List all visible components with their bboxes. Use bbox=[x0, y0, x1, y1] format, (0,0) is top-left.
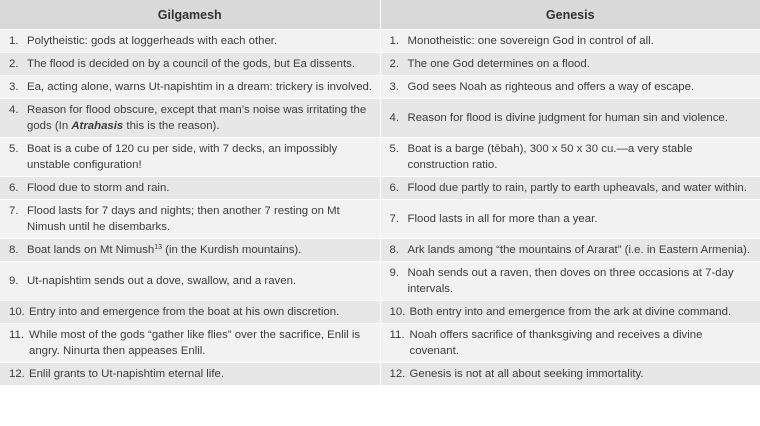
item-text: Both entry into and emergence from the ark at divine command. bbox=[409, 306, 732, 318]
table-row bbox=[0, 239, 760, 262]
book-title-emphasis: Atrahasis bbox=[71, 120, 124, 132]
item-number: 10. bbox=[389, 306, 406, 318]
gilgamesh-cell bbox=[0, 200, 380, 239]
genesis-cell bbox=[380, 262, 760, 301]
item-text: Ut-napishtim sends out a dove, swallow, and a raven. bbox=[27, 275, 297, 287]
item-text: Flood due to storm and rain. bbox=[27, 182, 170, 194]
table-row bbox=[0, 99, 760, 138]
genesis-cell bbox=[380, 30, 760, 53]
genesis-cell bbox=[380, 99, 760, 138]
item-number: 5. bbox=[9, 143, 19, 155]
item-text-end: (in the Kurdish mountains). bbox=[162, 244, 302, 256]
item-number: 11. bbox=[389, 329, 405, 341]
item-text: Entry into and emergence from the boat at his own discretion. bbox=[29, 306, 340, 318]
item-text: Flood lasts for 7 days and nights; then another 7 resting on Mt Nimush until he disembarks. bbox=[27, 205, 340, 233]
item-text: The flood is decided on by a council of the gods, but Ea dissents. bbox=[27, 58, 356, 70]
table-row bbox=[0, 177, 760, 200]
genesis-cell bbox=[380, 138, 760, 177]
genesis-cell bbox=[380, 76, 760, 99]
item-number: 8. bbox=[389, 244, 399, 256]
table-row bbox=[0, 30, 760, 53]
genesis-cell bbox=[380, 324, 760, 363]
item-number: 10. bbox=[9, 306, 25, 318]
item-number: 5. bbox=[389, 143, 399, 155]
gilgamesh-cell bbox=[0, 239, 380, 262]
item-text: While most of the gods “gather like flies” over the sacrifice, Enlil is angry. Ninurta then appeases Enlil. bbox=[29, 329, 361, 357]
item-text: Noah sends out a raven, then doves on three occasions at 7-day intervals. bbox=[407, 267, 734, 295]
item-number: 1. bbox=[389, 35, 399, 47]
table-row bbox=[0, 76, 760, 99]
genesis-cell bbox=[380, 363, 760, 386]
genesis-cell bbox=[380, 301, 760, 324]
gilgamesh-cell bbox=[0, 99, 380, 138]
item-text: Boat is a cube of 120 cu per side, with 7 decks, an impossibly unstable configuration! bbox=[27, 143, 338, 171]
item-number: 1. bbox=[9, 35, 19, 47]
item-text: Enlil grants to Ut-napishtim eternal life. bbox=[29, 368, 224, 380]
genesis-cell bbox=[380, 239, 760, 262]
table-row bbox=[0, 324, 760, 363]
item-text-end: this is the reason). bbox=[123, 120, 220, 132]
item-number: 3. bbox=[9, 81, 19, 93]
item-number: 9. bbox=[9, 275, 19, 287]
item-text: Reason for flood is divine judgment for human sin and violence. bbox=[407, 112, 728, 124]
item-number: 4. bbox=[9, 104, 19, 116]
item-text-start: Boat lands on Mt Nimush bbox=[27, 244, 155, 256]
gilgamesh-cell bbox=[0, 76, 380, 99]
table-row bbox=[0, 301, 760, 324]
gilgamesh-cell bbox=[0, 262, 380, 301]
item-number: 6. bbox=[9, 182, 19, 194]
item-number: 11. bbox=[9, 329, 24, 341]
gilgamesh-cell bbox=[0, 324, 380, 363]
item-text: God sees Noah as righteous and offers a way of escape. bbox=[407, 81, 695, 93]
item-number: 4. bbox=[389, 112, 399, 124]
table-body bbox=[0, 30, 760, 386]
header-row bbox=[0, 0, 760, 30]
item-number: 12. bbox=[9, 368, 25, 380]
item-text: Ea, acting alone, warns Ut-napishtim in a dream: trickery is involved. bbox=[27, 81, 373, 93]
item-text: Monotheistic: one sovereign God in control of all. bbox=[407, 35, 654, 47]
table-row bbox=[0, 262, 760, 301]
gilgamesh-cell bbox=[0, 30, 380, 53]
genesis-cell bbox=[380, 200, 760, 239]
item-number: 8. bbox=[9, 244, 19, 256]
gilgamesh-cell bbox=[0, 301, 380, 324]
footnote-marker: 13 bbox=[154, 244, 163, 251]
column-header-gilgamesh: Gilgamesh bbox=[0, 0, 380, 30]
item-number: 7. bbox=[9, 205, 19, 217]
item-text: Ark lands among “the mountains of Ararat” (i.e. in Eastern Armenia). bbox=[407, 244, 751, 256]
item-text: Genesis is not at all about seeking immortality. bbox=[409, 368, 644, 380]
genesis-cell bbox=[380, 177, 760, 200]
gilgamesh-cell bbox=[0, 177, 380, 200]
gilgamesh-cell bbox=[0, 53, 380, 76]
item-text: Flood lasts in all for more than a year. bbox=[407, 213, 598, 225]
table-row bbox=[0, 138, 760, 177]
item-text bbox=[27, 242, 374, 258]
column-header-genesis: Genesis bbox=[380, 0, 760, 30]
table-header bbox=[0, 0, 760, 30]
item-text bbox=[27, 102, 374, 134]
table-row bbox=[0, 53, 760, 76]
gilgamesh-cell bbox=[0, 138, 380, 177]
genesis-cell bbox=[380, 53, 760, 76]
item-number: 2. bbox=[9, 58, 19, 70]
item-text: Flood due partly to rain, partly to earth upheavals, and water within. bbox=[407, 182, 747, 194]
item-text: The one God determines on a flood. bbox=[407, 58, 590, 70]
item-number: 2. bbox=[389, 58, 399, 70]
item-text-start: Reason for flood obscure, except that man’s noise was irritating the gods (In bbox=[27, 104, 367, 132]
table-row bbox=[0, 363, 760, 386]
item-text: Noah offers sacrifice of thanksgiving and receives a divine covenant. bbox=[409, 329, 703, 357]
item-text: Boat is a barge (tēbah), 300 x 50 x 30 cu.—a very stable construction ratio. bbox=[407, 143, 693, 171]
item-number: 9. bbox=[389, 267, 399, 279]
item-number: 12. bbox=[389, 368, 406, 380]
item-number: 6. bbox=[389, 182, 399, 194]
item-text: Polytheistic: gods at loggerheads with each other. bbox=[27, 35, 278, 47]
table-row bbox=[0, 200, 760, 239]
gilgamesh-cell bbox=[0, 363, 380, 386]
item-number: 7. bbox=[389, 213, 399, 225]
item-number: 3. bbox=[389, 81, 399, 93]
